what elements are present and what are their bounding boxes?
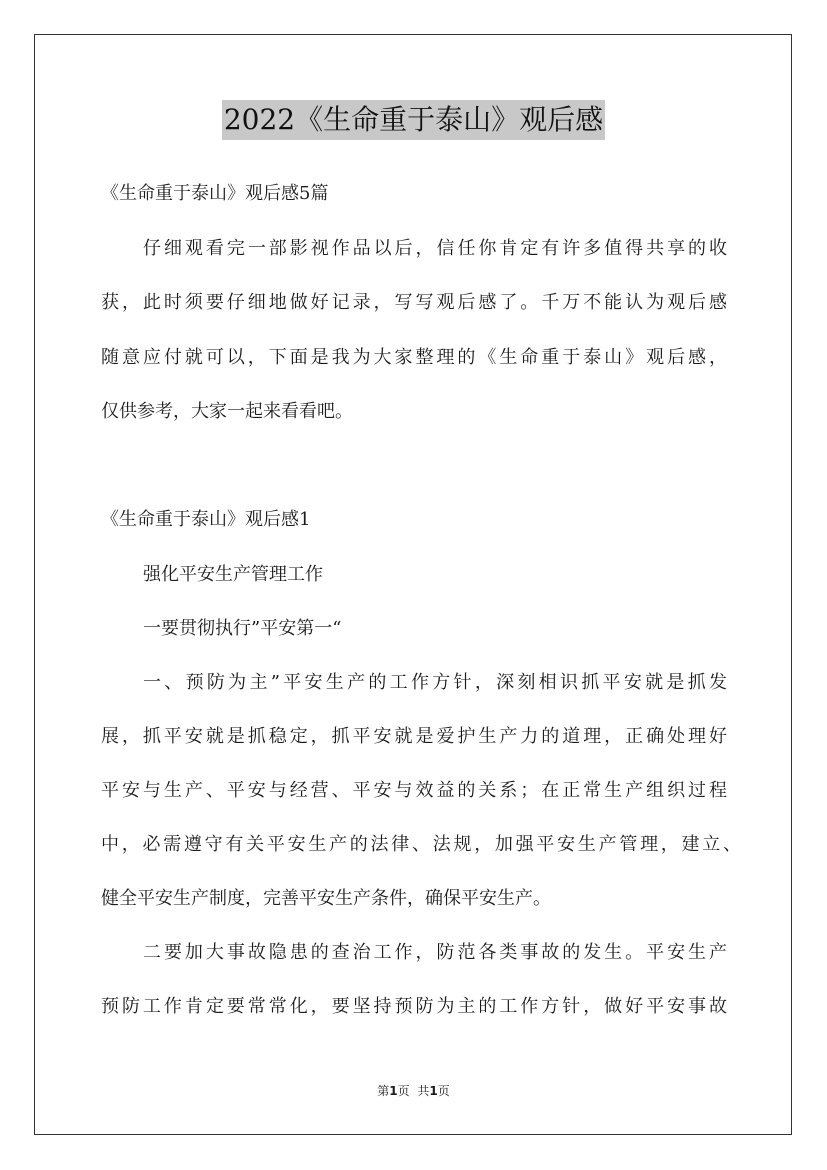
total-prefix: 共 xyxy=(417,1084,430,1098)
para2-line-2: 预防工作肯定要常常化，要坚持预防为主的工作方针，做好平安事故 xyxy=(101,996,727,1017)
para1-line-2: 展，抓平安就是抓稳定，抓平安就是爱护生产力的道理，正确处理好 xyxy=(101,726,727,747)
para1-line-5: 健全平安生产制度，完善平安生产条件，确保平安生产。 xyxy=(101,888,551,909)
intro-line-1: 仔细观看完一部影视作品以后，信任你肯定有许多值得共享的收 xyxy=(143,238,727,259)
total-pages: 1 xyxy=(429,1084,438,1098)
page-suffix: 页 xyxy=(397,1084,410,1098)
para1-line-1: 一、预防为主”平安生产的工作方针，深刻相识抓平安就是抓发 xyxy=(143,672,727,693)
intro-line-2: 获，此时须要仔细地做好记录，写写观后感了。千万不能认为观后感 xyxy=(101,292,727,313)
para1-line-3: 平安与生产、平安与经营、平安与效益的关系；在正常生产组织过程 xyxy=(101,780,727,801)
intro-line-3: 随意应付就可以，下面是我为大家整理的《生命重于泰山》观后感， xyxy=(101,347,727,368)
intro-line-4: 仅供参考，大家一起来看看吧。 xyxy=(101,401,353,422)
document-title: 2022《生命重于泰山》观后感 xyxy=(222,100,605,140)
total-suffix: 页 xyxy=(437,1084,450,1098)
page-number: 1 xyxy=(389,1084,398,1098)
page-footer xyxy=(0,1083,827,1099)
subtitle: 《生命重于泰山》观后感5篇 xyxy=(101,183,329,204)
point-1: 一要贯彻执行”平安第一“ xyxy=(143,618,342,639)
section-heading: 《生命重于泰山》观后感1 xyxy=(101,509,311,530)
title-container xyxy=(0,100,827,140)
para2-line-1: 二要加大事故隐患的查治工作，防范各类事故的发生。平安生产 xyxy=(143,942,727,963)
section-sub-heading: 强化平安生产管理工作 xyxy=(143,564,323,585)
para1-line-4: 中，必需遵守有关平安生产的法律、法规，加强平安生产管理，建立、 xyxy=(101,834,741,855)
page-prefix: 第 xyxy=(377,1084,390,1098)
